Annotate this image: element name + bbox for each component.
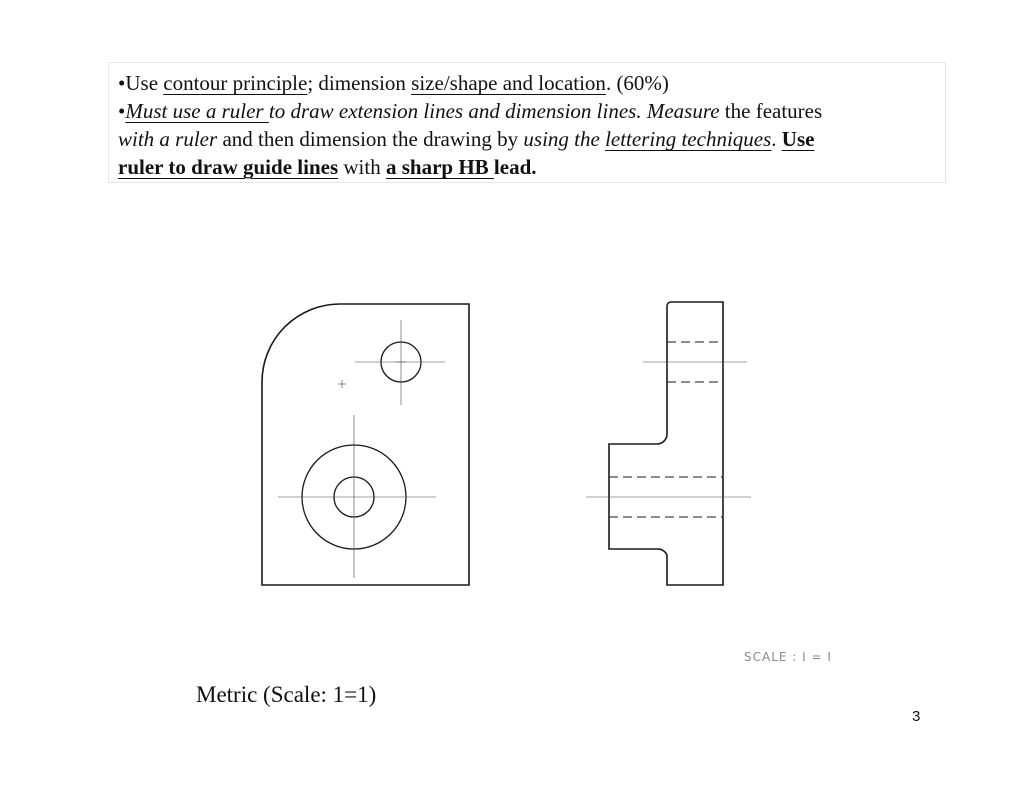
- text: . (60%): [605, 71, 669, 95]
- bold-underlined-text: Use: [781, 127, 815, 151]
- text: ; dimension: [307, 71, 412, 95]
- text: and then dimension the drawing by: [217, 127, 524, 151]
- italic-text: Measure: [646, 99, 720, 123]
- italic-underlined-text: Must use a ruler: [125, 99, 269, 123]
- front-center-lines: [278, 320, 445, 578]
- text: with: [338, 155, 386, 179]
- text: the features: [719, 99, 823, 123]
- front-view: [262, 304, 469, 585]
- page-number: 3: [912, 708, 921, 725]
- bold-text: lead.: [493, 155, 537, 179]
- bold-underlined-text: a sharp HB: [385, 155, 494, 179]
- underlined-text: size/shape and location: [411, 71, 606, 95]
- italic-underlined-text: lettering techniques: [605, 127, 772, 151]
- metric-label: Metric (Scale: 1=1): [196, 682, 377, 707]
- text: .: [771, 127, 782, 151]
- side-outline: [609, 302, 723, 585]
- text: Use: [125, 71, 164, 95]
- bullet: •: [118, 71, 126, 95]
- underlined-text: contour principle: [163, 71, 308, 95]
- italic-text: with a ruler: [118, 127, 218, 151]
- italic-text: to draw extension lines and dimension lines.: [268, 99, 647, 123]
- scale-note: SCALE : I = I: [744, 650, 832, 664]
- bold-underlined-text: ruler to draw guide lines: [118, 155, 339, 179]
- side-view: [586, 302, 751, 585]
- front-outline: [262, 304, 469, 585]
- bullet: •: [118, 99, 126, 123]
- hidden-lines: [609, 342, 723, 517]
- italic-text: using the: [523, 127, 606, 151]
